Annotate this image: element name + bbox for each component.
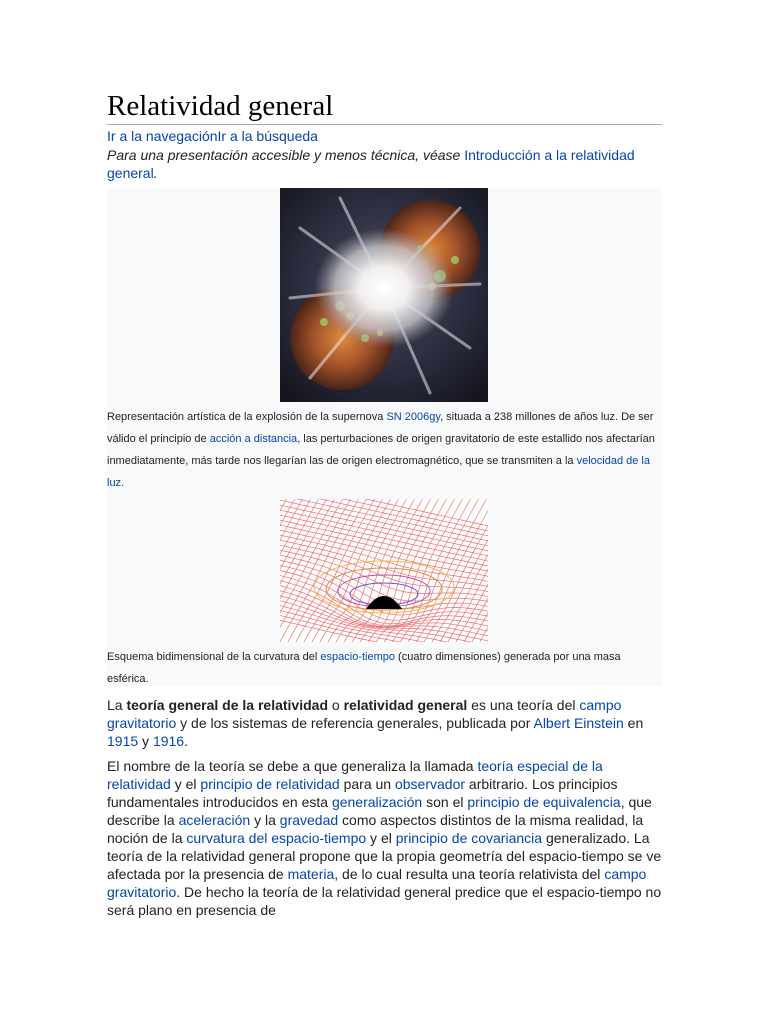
jump-to-navigation-link[interactable]: Ir a la navegación: [107, 128, 218, 144]
hatnote-text: Para una presentación accesible y menos técnica, véase: [107, 147, 465, 163]
paragraph-text: y de los sistemas de referencia generales, publicada por: [176, 715, 534, 731]
gravedad-link[interactable]: gravedad: [279, 812, 339, 828]
paragraph-text: generalizado. La teoría de la relatividad general propone que la propia geometría del espacio-tiempo se ve afectada por la presencia de: [107, 830, 662, 882]
materia-link[interactable]: materia: [287, 866, 335, 882]
paragraph-text: son el: [422, 794, 468, 810]
espacio-tiempo-link[interactable]: espacio-tiempo: [320, 651, 395, 663]
year-1915-link[interactable]: 1915: [107, 733, 139, 749]
albert-einstein-link[interactable]: Albert Einstein: [533, 715, 624, 731]
paragraph-text: El nombre de la teoría se debe a que generaliza la llamada: [107, 758, 478, 774]
paragraph-text: La: [107, 697, 127, 713]
paragraph-text: , que describe la: [107, 794, 652, 828]
intro-paragraph: [107, 696, 662, 750]
caption-text: Representación artística de la explosión de la supernova: [107, 411, 387, 423]
paragraph-text: para un: [339, 776, 395, 792]
paragraph-text: y el: [366, 830, 396, 846]
caption-text: Esquema bidimensional de la curvatura del: [107, 651, 321, 663]
supernova-image[interactable]: [280, 188, 488, 402]
paragraph-text: y el: [170, 776, 201, 792]
principio-de-equivalencia-link[interactable]: principio de equivalencia: [467, 794, 621, 810]
caption-text: (cuatro dimensiones) generada por una masa esférica.: [107, 651, 621, 685]
teoria-especial-link[interactable]: teoría especial de la relatividad: [107, 758, 603, 792]
hatnote-link[interactable]: Introducción a la relatividad general: [107, 147, 635, 181]
paragraph-text: . De hecho la teoría de la relatividad general predice que el espacio-tiempo no será plano en presencia de: [107, 884, 662, 918]
hatnote: [107, 146, 662, 182]
paragraph-text: o: [328, 697, 344, 713]
principio-de-relatividad-link[interactable]: principio de relatividad: [200, 776, 340, 792]
generalizacion-link[interactable]: generalización: [331, 794, 423, 810]
bold-term: teoría general de la relatividad: [126, 697, 328, 713]
caption-text: , situada a 238 millones de años luz. De ser válido el principio de: [107, 411, 654, 445]
second-paragraph: [107, 757, 662, 919]
page-title: Relatividad general: [107, 90, 662, 125]
paragraph-text: , de lo cual resulta una teoría relativista del: [334, 866, 605, 882]
paragraph-text: arbitrario. Los principios fundamentales introducidos en esta: [107, 776, 618, 810]
paragraph-text: .: [184, 733, 188, 749]
hatnote-end: .: [153, 165, 158, 181]
paragraph-text: en: [623, 715, 644, 731]
aceleracion-link[interactable]: aceleración: [178, 812, 251, 828]
principio-de-covariancia-link[interactable]: principio de covariancia: [395, 830, 543, 846]
spacetime-curvature-image[interactable]: [280, 499, 488, 642]
sn-2006gy-link[interactable]: SN 2006gy: [386, 411, 441, 423]
observador-link[interactable]: observador: [394, 776, 466, 792]
paragraph-text: y: [138, 733, 153, 749]
jump-to-search-link[interactable]: Ir a la búsqueda: [217, 128, 318, 144]
paragraph-text: y la: [250, 812, 280, 828]
caption-text: , las perturbaciones de origen gravitatorio de este estallido nos afectarían inmediatamente, más tarde nos llegarían las de origen electromagnético, que se transmiten a la: [107, 433, 655, 467]
figure1-caption: [107, 406, 662, 494]
velocidad-de-la-luz-link[interactable]: velocidad de la luz: [107, 455, 650, 489]
curvatura-espacio-tiempo-link[interactable]: curvatura del espacio-tiempo: [186, 830, 367, 846]
caption-text: .: [121, 477, 125, 489]
year-1916-link[interactable]: 1916: [152, 733, 185, 749]
campo-gravitatorio-link[interactable]: campo gravitatorio: [107, 697, 622, 731]
campo-gravitatorio-link[interactable]: campo gravitatorio: [107, 866, 647, 900]
paragraph-text: es una teoría del: [467, 697, 580, 713]
jump-links: [107, 127, 318, 145]
paragraph-text: como aspectos distintos de la misma realidad, la noción de la: [107, 812, 644, 846]
accion-a-distancia-link[interactable]: acción a distancia: [209, 433, 298, 445]
figure2-caption: [107, 646, 662, 690]
bold-term: relatividad general: [343, 697, 468, 713]
